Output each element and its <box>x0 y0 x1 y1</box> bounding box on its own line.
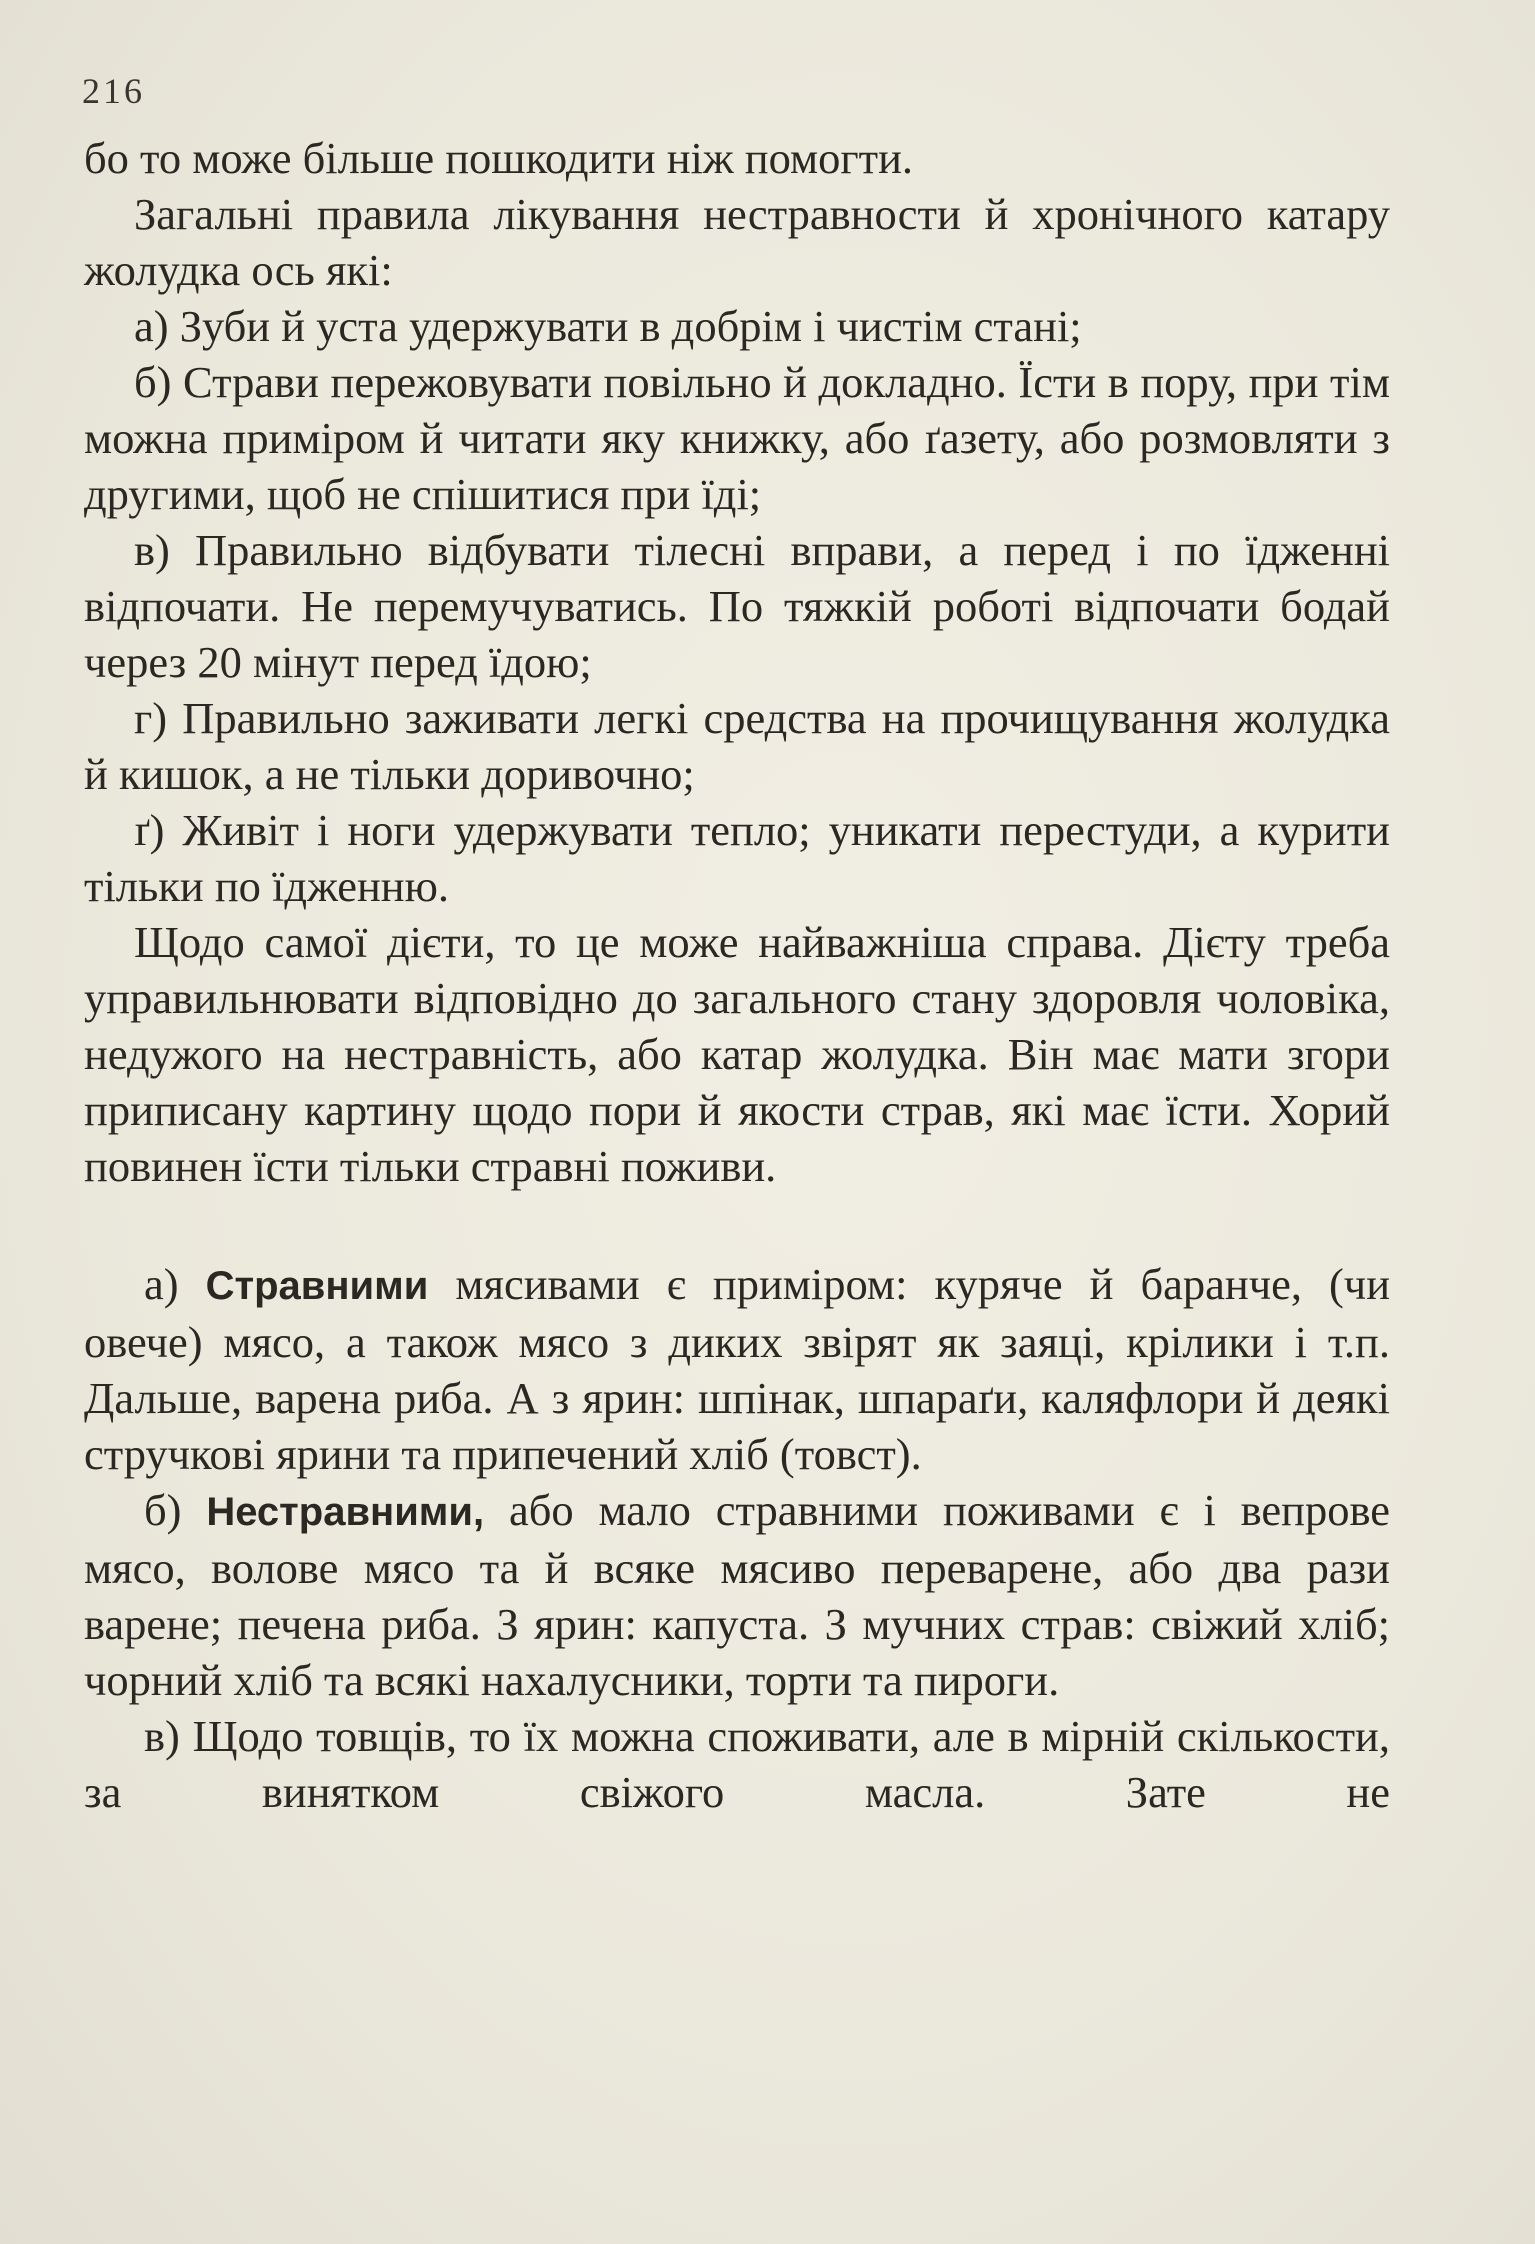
item-text: або мало стравними поживами є і вепрове мясо, волове мясо та й всяке мясиво переварене, або два рази варене; печена риба. З ярин: капуста. З мучних страв: свіжий хліб; чорний хліб та всякі нахалусники, торти та пироги. <box>84 1485 1390 1705</box>
page-number: 216 <box>82 71 145 111</box>
bold-term: Стравними <box>205 1264 429 1308</box>
bold-term: Нестравними, <box>206 1490 485 1534</box>
paragraph-general-rules: Загальні правила лікування нестравности й хронічного катару жолудка ось які: <box>84 189 1390 295</box>
rule-g-hard: ґ) Живіт і ноги удержувати тепло; уникати перестуди, а курити тільки по їдженню. <box>84 805 1390 911</box>
rule-g: г) Правильно заживати легкі средства на прочищування жолудка й кишок, а не тільки доривочно; <box>84 693 1390 799</box>
text-block <box>84 130 1390 1820</box>
item-fats: в) Щодо товщів, то їх можна споживати, але в мірній скількости, за винятком свіжого масла. Зате не <box>84 1711 1390 1817</box>
item-prefix: б) <box>144 1485 207 1535</box>
item-digestible <box>84 1256 1390 1482</box>
item-prefix: а) <box>144 1259 206 1309</box>
rule-v: в) Правильно відбувати тілесні вправи, а перед і по їдженні відпочати. Не перемучуватись. По тяжкій роботі відпочати бодай через 20 мінут перед їдою; <box>84 525 1390 687</box>
item-indigestible <box>84 1482 1390 1708</box>
rule-a: а) Зуби й уста удержувати в добрім і чистім стані; <box>134 301 1082 351</box>
paragraph-continuation: бо то може більше пошкодити ніж помогти. <box>84 133 914 183</box>
rule-b: б) Страви пережовувати повільно й докладно. Їсти в пору, при тім можна приміром й читати яку книжку, або ґазету, або розмовляти з другими, щоб не спішитися при їді; <box>84 357 1390 519</box>
section-gap <box>84 1194 1390 1256</box>
item-text: мясивами є приміром: куряче й баранче, (чи овече) мясо, а також мясо з диких звірят як заяці, крілики і т.п. Дальше, варена риба. А з ярин: шпінак, шпараґи, каляфлори й деякі стручкові ярини та припечений хліб (товст). <box>84 1259 1391 1479</box>
paragraph-diet: Щодо самої дієти, то це може найважніша справа. Дієту треба управильнювати відповідно до загального стану здоровля чоловіка, недужого на нестравність, або катар жолудка. Він має мати згори приписану картину щодо пори й якости страв, які має їсти. Хорий повинен їсти тільки стравні поживи. <box>84 917 1390 1191</box>
